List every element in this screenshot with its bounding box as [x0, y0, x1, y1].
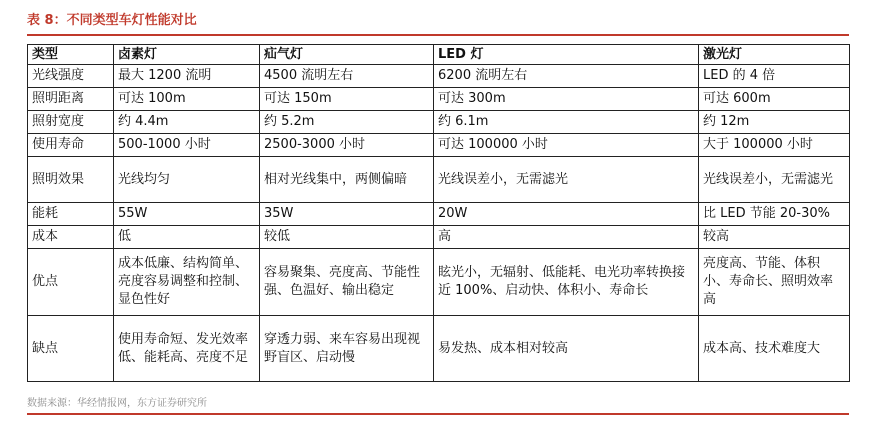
top-divider [27, 34, 849, 36]
header-row [28, 45, 850, 65]
table-row [28, 65, 850, 88]
table-row [28, 134, 850, 157]
table-cell: 高 [434, 226, 699, 249]
table-cell: 使用寿命短、发光效率低、能耗高、亮度不足 [114, 316, 260, 382]
table-row [28, 226, 850, 249]
table-cell: 成本高、技术难度大 [699, 316, 850, 382]
table-row [28, 203, 850, 226]
row-label: 照明距离 [28, 88, 114, 111]
table-cell: 4500 流明左右 [260, 65, 434, 88]
table-cell: 20W [434, 203, 699, 226]
table-cell: 可达 600m [699, 88, 850, 111]
table-cell: 亮度高、节能、体积小、寿命长、照明效率高 [699, 249, 850, 316]
table-cell: 成本低廉、结构简单、亮度容易调整和控制、显色性好 [114, 249, 260, 316]
row-label: 成本 [28, 226, 114, 249]
table-cell: 2500-3000 小时 [260, 134, 434, 157]
data-source-note: 数据来源：华经情报网，东方证券研究所 [27, 398, 207, 409]
table-cell: 低 [114, 226, 260, 249]
header-cell-laser: 激光灯 [699, 45, 850, 65]
row-label: 能耗 [28, 203, 114, 226]
header-cell-xenon: 疝气灯 [260, 45, 434, 65]
table-cell: 光线误差小，无需滤光 [434, 157, 699, 203]
table-row [28, 316, 850, 382]
table-cell: 约 12m [699, 111, 850, 134]
table-cell: 眩光小，无辐射、低能耗、电光功率转换接近 100%、启动快、体积小、寿命长 [434, 249, 699, 316]
table-cell: 穿透力弱、来车容易出现视野盲区、启动慢 [260, 316, 434, 382]
table-cell: 相对光线集中，两侧偏暗 [260, 157, 434, 203]
table-cell: 约 4.4m [114, 111, 260, 134]
comparison-table [27, 44, 850, 382]
bottom-divider [27, 413, 849, 415]
row-label: 照明效果 [28, 157, 114, 203]
table-cell: 约 6.1m [434, 111, 699, 134]
table-cell: 容易聚集、亮度高、节能性强、色温好、输出稳定 [260, 249, 434, 316]
table-cell: 500-1000 小时 [114, 134, 260, 157]
table-cell: 可达 100m [114, 88, 260, 111]
row-label: 优点 [28, 249, 114, 316]
table-cell: 易发热、成本相对较高 [434, 316, 699, 382]
table-cell: 较低 [260, 226, 434, 249]
row-label: 照射宽度 [28, 111, 114, 134]
table-cell: 约 5.2m [260, 111, 434, 134]
table-cell: 可达 300m [434, 88, 699, 111]
table-cell: LED 的 4 倍 [699, 65, 850, 88]
table-cell: 55W [114, 203, 260, 226]
table-cell: 比 LED 节能 20-30% [699, 203, 850, 226]
table-cell: 35W [260, 203, 434, 226]
table-cell: 最大 1200 流明 [114, 65, 260, 88]
row-label: 使用寿命 [28, 134, 114, 157]
table-cell: 可达 100000 小时 [434, 134, 699, 157]
table-row [28, 157, 850, 203]
header-cell-type: 类型 [28, 45, 114, 65]
table-title: 表 8：不同类型车灯性能对比 [27, 13, 197, 28]
table-cell: 较高 [699, 226, 850, 249]
table-cell: 光线均匀 [114, 157, 260, 203]
table-cell: 大于 100000 小时 [699, 134, 850, 157]
table-cell: 6200 流明左右 [434, 65, 699, 88]
table-row [28, 249, 850, 316]
header-cell-halogen: 卤素灯 [114, 45, 260, 65]
row-label: 光线强度 [28, 65, 114, 88]
table-cell: 可达 150m [260, 88, 434, 111]
row-label: 缺点 [28, 316, 114, 382]
header-cell-led: LED 灯 [434, 45, 699, 65]
table-row [28, 88, 850, 111]
table-cell: 光线误差小，无需滤光 [699, 157, 850, 203]
table-row [28, 111, 850, 134]
